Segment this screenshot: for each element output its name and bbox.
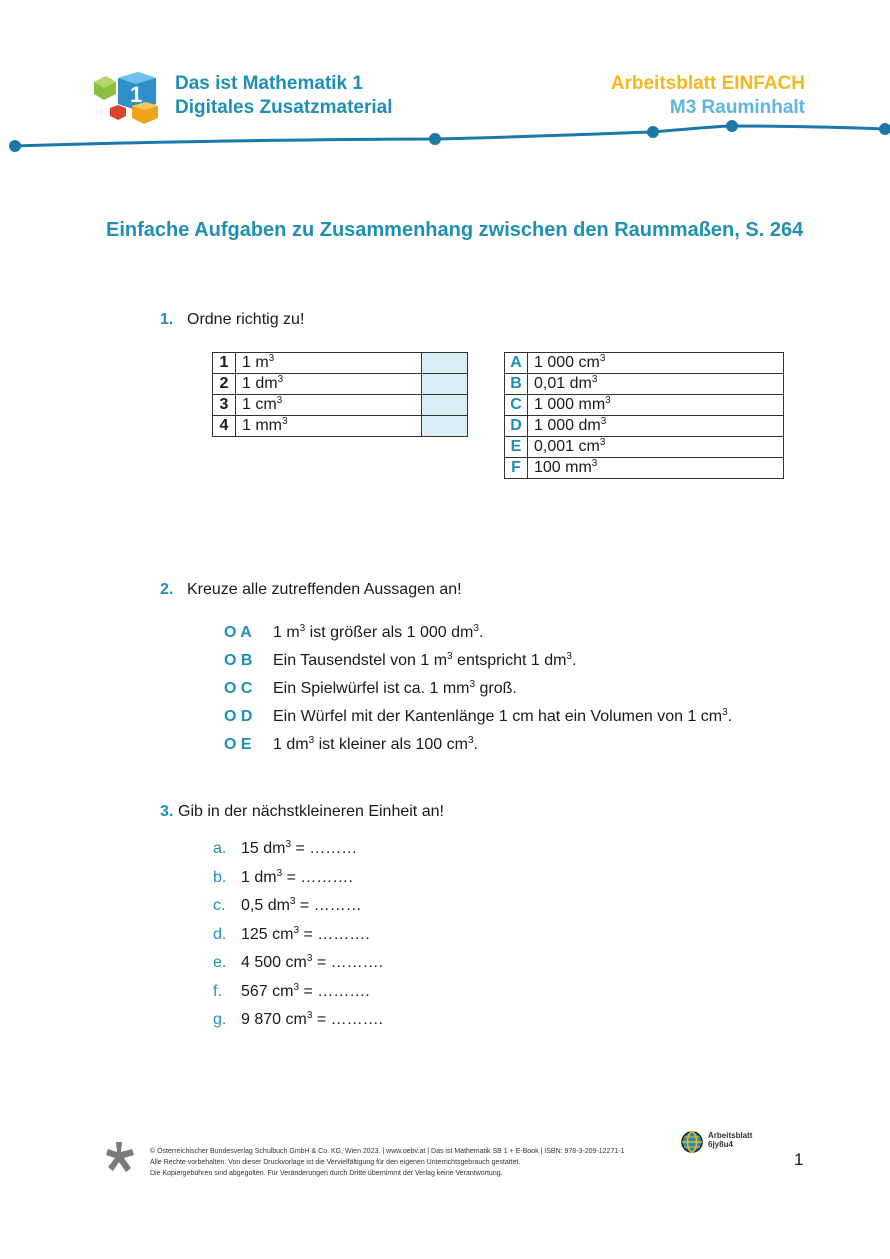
item-exponent: 3	[293, 924, 300, 936]
item-value: 567 cm	[241, 982, 294, 1000]
conversion-item	[213, 1011, 383, 1029]
statement-text: entspricht 1 dm	[452, 652, 567, 669]
statement-exponent: 3	[469, 679, 476, 690]
item-exponent: 3	[289, 896, 296, 907]
statement-exponent: 3	[473, 623, 479, 634]
value-exponent: 3	[600, 416, 607, 427]
sheet-type: Arbeitsblatt EINFACH	[610, 73, 805, 94]
item-letter: b.	[213, 868, 227, 886]
answer-cell[interactable]	[422, 374, 468, 395]
item-answer-blank[interactable]: = ………	[295, 897, 362, 914]
value-exponent: 3	[605, 395, 611, 406]
conversion-item	[213, 897, 362, 915]
row-key: F	[505, 458, 528, 479]
statement-text: .	[473, 736, 478, 753]
value-exponent: 3	[277, 374, 284, 385]
globe-icon[interactable]	[680, 1130, 704, 1154]
task-2-heading	[160, 581, 462, 599]
statement-text: .	[727, 708, 733, 725]
statement-exponent: 3	[467, 735, 474, 746]
statement-option[interactable]	[224, 680, 517, 698]
statement-text: Ein Würfel mit der Kantenlänge 1 cm hat ein Volumen von 1 cm	[273, 708, 723, 725]
statement-text: ist kleiner als 100 cm	[314, 736, 468, 753]
value-text: 1 000 cm	[534, 354, 600, 371]
item-value: 0,5 dm	[241, 897, 290, 914]
item-exponent: 3	[306, 953, 313, 964]
row-value	[528, 458, 784, 479]
table-row	[213, 374, 468, 395]
item-letter: d.	[213, 925, 227, 943]
row-key: C	[505, 395, 528, 416]
row-value	[528, 395, 784, 416]
statement-exponent: 3	[566, 651, 572, 662]
statement-text: 1 dm	[273, 736, 309, 753]
item-letter: a.	[213, 840, 227, 857]
item-letter: c.	[213, 897, 226, 914]
value-text: 1 000 dm	[534, 417, 601, 434]
value-text: 0,001 cm	[534, 438, 600, 455]
badge-label: Arbeitsblatt	[708, 1131, 753, 1140]
statement-text: .	[478, 624, 484, 641]
row-key: E	[505, 437, 528, 458]
table-row	[505, 374, 784, 395]
item-answer-blank[interactable]: = ………	[291, 840, 358, 857]
table-row	[213, 353, 468, 374]
task-2-instruction: Kreuze alle zutreffenden Aussagen an!	[187, 581, 462, 598]
row-value	[236, 374, 422, 395]
statement-text: ist größer als 1 000 dm	[305, 624, 474, 641]
checkbox-label[interactable]: O B	[224, 652, 253, 669]
statement-option[interactable]	[224, 624, 483, 642]
value-exponent: 3	[599, 353, 606, 364]
online-code-badge[interactable]	[708, 1131, 752, 1149]
value-exponent: 3	[282, 416, 288, 427]
value-text: 1 cm	[242, 396, 277, 413]
item-exponent: 3	[306, 1010, 313, 1021]
svg-text:1: 1	[130, 82, 143, 107]
task-1-number: 1.	[160, 311, 174, 328]
item-letter: f.	[213, 982, 222, 1000]
item-value: 15 dm	[241, 840, 286, 857]
item-answer-blank[interactable]: = ……….	[299, 982, 370, 1000]
page-title: Einfache Aufgaben zu Zusammenhang zwischen den Raummaßen, S. 264	[106, 219, 804, 241]
statement-option[interactable]	[224, 708, 732, 726]
checkbox-label[interactable]: O D	[224, 708, 253, 725]
row-key: 4	[213, 416, 236, 437]
row-value	[236, 353, 422, 374]
checkbox-label[interactable]: O E	[224, 736, 252, 753]
value-exponent: 3	[599, 437, 606, 448]
table-row	[505, 395, 784, 416]
answer-cell[interactable]	[422, 416, 468, 437]
item-letter: g.	[213, 1011, 227, 1028]
footer-line-3: Die Kopiergebühren sind abgegolten. Für Veränderungen durch Dritte übernimmt der Verlag keine Verantwortung.	[150, 1170, 503, 1177]
item-letter: e.	[213, 954, 227, 971]
checkbox-label[interactable]: O A	[224, 624, 252, 641]
footer-line-2: Alle Rechte vorbehalten. Von dieser Druckvorlage ist die Vervielfältigung für den eigenen Unterrichtsgebrauch gestattet.	[150, 1159, 521, 1166]
publisher-mark-icon	[104, 1140, 136, 1174]
table-row	[505, 458, 784, 479]
task-2-number: 2.	[160, 581, 174, 598]
row-key: A	[505, 353, 528, 374]
task-3-heading	[160, 803, 444, 821]
book-subtitle: Digitales Zusatzmaterial	[175, 97, 393, 118]
conversion-item	[213, 840, 357, 858]
item-value: 4 500 cm	[241, 954, 307, 971]
conversion-item	[213, 869, 353, 887]
row-value	[236, 416, 422, 437]
item-exponent: 3	[285, 839, 292, 850]
task-1-right-table	[504, 352, 784, 479]
statement-text: 1 m	[273, 624, 300, 641]
book-title: Das ist Mathematik 1	[175, 73, 363, 94]
statement-exponent: 3	[308, 735, 315, 746]
row-key: 2	[213, 374, 236, 395]
row-value	[528, 416, 784, 437]
footer-line-1: © Österreichischer Bundesverlag Schulbuch GmbH & Co. KG, Wien 2023. | www.oebv.at | Das ist Mathematik SB 1 + E-Book | ISBN: 978-3-209-12271-1	[150, 1148, 625, 1155]
item-value: 1 dm	[241, 868, 277, 886]
row-value	[528, 353, 784, 374]
task-3-number: 3.	[160, 803, 174, 820]
statement-exponent: 3	[447, 651, 453, 662]
table-row	[213, 395, 468, 416]
item-exponent: 3	[276, 867, 283, 879]
page-number: 1	[794, 1150, 804, 1169]
task-1-heading	[160, 311, 304, 329]
row-key: D	[505, 416, 528, 437]
row-key: 1	[213, 353, 236, 374]
value-exponent: 3	[591, 458, 598, 469]
header-right	[611, 72, 805, 120]
table-row	[505, 416, 784, 437]
row-key: 3	[213, 395, 236, 416]
task-1-left-table	[212, 352, 468, 437]
value-text: 0,01 dm	[534, 375, 592, 392]
footer-copyright	[150, 1146, 670, 1179]
value-exponent: 3	[591, 374, 598, 385]
statement-option[interactable]	[224, 652, 576, 670]
statement-text: .	[571, 652, 577, 669]
conversion-item	[213, 926, 370, 944]
statement-exponent: 3	[722, 707, 728, 718]
value-text: 1 m	[242, 354, 269, 371]
item-answer-blank[interactable]: = ……….	[312, 1011, 384, 1028]
conversion-item	[213, 983, 370, 1001]
row-value	[528, 374, 784, 395]
value-text: 1 dm	[242, 375, 278, 392]
statement-exponent: 3	[299, 623, 306, 634]
item-value: 9 870 cm	[241, 1011, 307, 1028]
value-text: 100 mm	[534, 459, 592, 476]
value-text: 1 mm	[242, 417, 282, 434]
item-answer-blank[interactable]: = ……….	[299, 925, 370, 943]
header-left	[175, 72, 393, 120]
statement-text: Ein Spielwürfel ist ca. 1 mm	[273, 680, 470, 697]
value-exponent: 3	[268, 353, 275, 364]
table-row	[505, 353, 784, 374]
item-answer-blank[interactable]: = ……….	[312, 954, 384, 971]
header-divider-line	[0, 118, 890, 154]
task-3-instruction: Gib in der nächstkleineren Einheit an!	[178, 803, 444, 820]
checkbox-label[interactable]: O C	[224, 680, 253, 697]
table-row	[505, 437, 784, 458]
sheet-topic: M3 Rauminhalt	[669, 97, 805, 118]
badge-code: 6jy8u4	[708, 1140, 733, 1149]
row-key: B	[505, 374, 528, 395]
statement-text: groß.	[475, 680, 517, 697]
conversion-item	[213, 954, 383, 972]
item-value: 125 cm	[241, 925, 294, 943]
statement-text: Ein Tausendstel von 1 m	[273, 652, 448, 669]
task-1-instruction: Ordne richtig zu!	[187, 311, 305, 328]
row-value	[528, 437, 784, 458]
item-answer-blank[interactable]: = ……….	[282, 868, 353, 886]
table-row	[213, 416, 468, 437]
value-exponent: 3	[276, 395, 283, 406]
answer-cell[interactable]	[422, 353, 468, 374]
row-value	[236, 395, 422, 416]
item-exponent: 3	[293, 981, 300, 993]
statement-option[interactable]	[224, 736, 478, 754]
value-text: 1 000 mm	[534, 396, 606, 413]
answer-cell[interactable]	[422, 395, 468, 416]
